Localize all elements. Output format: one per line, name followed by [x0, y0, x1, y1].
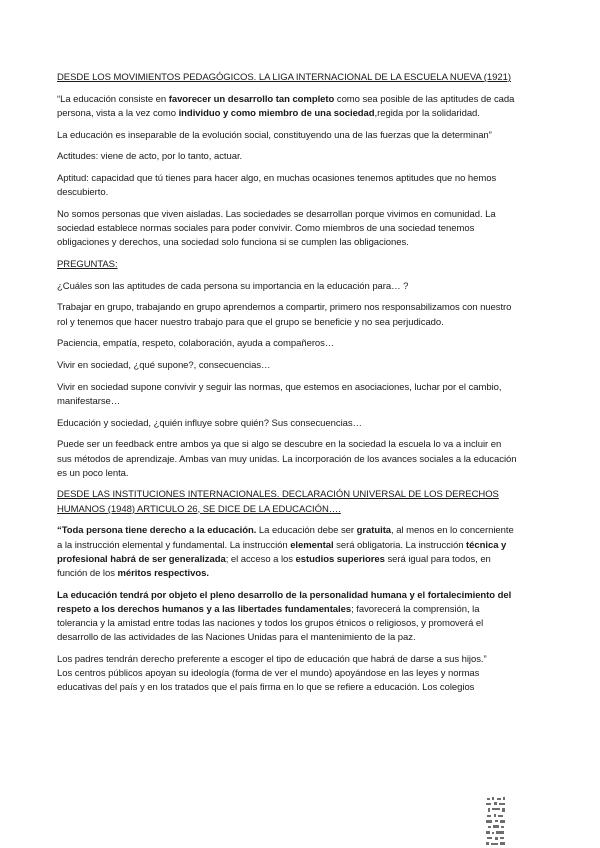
quote-text: “La educación consiste en: [57, 93, 169, 105]
answer-1: Trabajar en grupo, trabajando en grupo aprendemos a compartir, primero nos responsabilizamos con nuestro rol y tenemos que hacer nuestro trabajo para que el grupo se beneficie y no sea perjudicado.: [57, 302, 512, 328]
quote-bold: favorecer un desarrollo tan completo: [168, 93, 335, 105]
document-body: [57, 71, 517, 703]
answer-1b: Paciencia, empatía, respeto, colaboración, ayuda a compañeros…: [57, 338, 335, 350]
question-1: ¿Cuáles son las aptitudes de cada persona su importancia en la educación para… ?: [57, 280, 409, 292]
article-bold: La educación tendrá por objeto el pleno desarrollo de la personalidad humana y el fortalecimiento del respeto a los derechos humanos y a las libertades fundamentales: [57, 589, 512, 615]
article-bold: elemental: [290, 539, 334, 551]
article-paragraph-1: [57, 524, 517, 581]
quote-text: ,regida por la solidaridad.: [374, 107, 480, 119]
quote-paragraph-2: La educación es inseparable de la evolución social, constituyendo una de las fuerzas que la determinan”: [57, 129, 492, 141]
definition-aptitud: Aptitud: capacidad que tú tienes para hacer algo, en muchas ocasiones tenemos aptitudes que no hemos descubierto.: [57, 173, 497, 199]
question-3: Educación y sociedad, ¿quién influye sobre quién? Sus consecuencias…: [57, 417, 363, 429]
article-text: será obligatoria. La instrucción: [333, 539, 467, 551]
answer-2: Vivir en sociedad supone convivir y seguir las normas, que estemos en asociaciones, luchar por el cambio, manifestarse…: [57, 381, 502, 407]
paragraph-centros: Los centros públicos apoyan su ideología (forma de ver el mundo) apoyándose en las leyes y normas educativas del país y en los tratados que el país firma en lo que se refiere a educación. Los colegios: [57, 668, 480, 694]
answer-3: Puede ser un feedback entre ambos ya que si algo se descubre en la sociedad la escuela lo va a incluir en sus métodos de aprendizaje. Ambas van muy unidas. La incorporación de los avances sociales a la educación es un poco lenta.: [57, 439, 517, 479]
article-text: será igual para todos, en función de los: [57, 553, 491, 579]
section-heading-preguntas: PREGUNTAS:: [57, 259, 118, 271]
stamp-mark-icon: [485, 796, 507, 848]
paragraph-sociedad: No somos personas que viven aisladas. Las sociedades se desarrollan porque vivimos en comunidad. La sociedad establece normas sociales para poder convivir. Como miembros de una sociedad tenemos obligaciones y derechos, una sociedad solo funciona si se cumplen las obligaciones.: [57, 208, 496, 249]
article-bold: méritos respectivos.: [117, 567, 209, 579]
article-paragraph-2: [57, 589, 517, 646]
article-paragraph-3: Los padres tendrán derecho preferente a escoger el tipo de educación que habrá de darse a sus hijos.”: [57, 654, 487, 665]
article-text: , al menos en lo concerniente a la instrucción elemental y fundamental. La instrucción: [57, 525, 514, 551]
article-bold: técnica y profesional habrá de ser generalizada: [57, 539, 507, 565]
quote-paragraph-1: [57, 93, 517, 121]
quote-bold: individuo y como miembro de una sociedad: [178, 107, 375, 119]
article-bold: gratuita: [356, 525, 392, 537]
quote-text: como sea posible de las aptitudes de cada persona, vista a la vez como: [57, 93, 515, 119]
article-text: ; favorecerá la comprensión, la tolerancia y la amistad entre todas las naciones y todos los grupos étnicos o religiosos, y promoverá el desarrollo de las actividades de las Naciones Unidas para el mantenimiento de la paz.: [57, 603, 484, 644]
definition-actitudes: Actitudes: viene de acto, por lo tanto, actuar.: [57, 151, 243, 163]
article-bold: estudios superiores: [295, 553, 385, 565]
section-heading-escuela-nueva: DESDE LOS MOVIMIENTOS PEDAGÓGICOS. LA LIGA INTERNACIONAL DE LA ESCUELA NUEVA (1921): [57, 72, 511, 83]
question-2: Vivir en sociedad, ¿qué supone?, consecuencias…: [57, 360, 271, 372]
article-text: La educación debe ser: [256, 525, 357, 537]
section-heading-derechos-humanos: DESDE LAS INSTITUCIONES INTERNACIONALES. DECLARACIÓN UNIVERSAL DE LOS DERECHOS HUMANOS (1948) ARTICULO 26, SE DICE DE LA EDUCACIÓN….: [57, 489, 499, 515]
article-bold: “Toda persona tiene derecho a la educación.: [57, 525, 257, 537]
article-text: ; el acceso a los: [225, 553, 296, 565]
